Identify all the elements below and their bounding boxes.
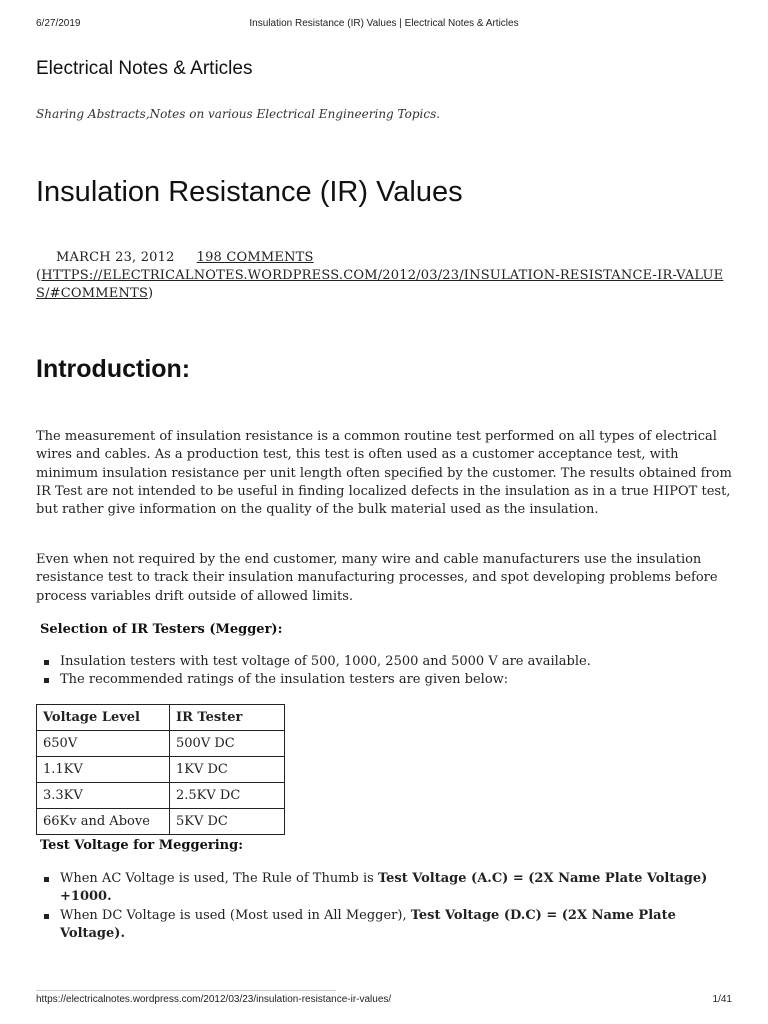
list-item [40,907,730,944]
intro-paragraph-2: Even when not required by the end customer, many wire and cable manufacturers use the insulation resistance test to track their insulation manufacturing processes, and spot developing problems before process variables drift outside of allowed limits. [36,552,718,604]
list-item-text: Insulation testers with test voltage of 500, 1000, 2500 and 5000 V are available. [60,654,591,669]
list-item-bold-formula: Test Voltage (A.C) = (2X Name Plate Voltage) +1000. [60,871,708,905]
table-row [37,809,285,835]
test-voltage-heading: Test Voltage for Meggering: [40,838,243,853]
post-title: Insulation Resistance (IR) Values [36,176,463,208]
list-item-text: When DC Voltage is used (Most used in All Megger), [60,907,411,923]
table-cell: 3.3KV [37,783,170,809]
post-meta [36,249,726,303]
list-item-text: The recommended ratings of the insulation testers are given below: [60,672,509,688]
comments-link[interactable]: 198 COMMENTS [196,250,314,265]
table-row [37,757,285,783]
selection-heading: Selection of IR Testers (Megger): [40,622,283,637]
table-cell: 1KV DC [170,757,285,783]
ir-tester-table [36,704,285,835]
print-url: https://electricalnotes.wordpress.com/2012/03/23/insulation-resistance-ir-values/ [36,994,392,1005]
print-page-title: Insulation Resistance (IR) Values | Electrical Notes & Articles [249,18,519,29]
table-cell: 2.5KV DC [170,783,285,809]
table-row [37,731,285,757]
selection-list [40,653,730,690]
comments-url-close: ) [148,286,154,301]
bullet-square-icon [44,914,49,919]
print-date: 6/27/2019 [36,18,81,29]
column-header-voltage-level: Voltage Level [37,705,170,731]
intro-heading: Introduction: [36,355,191,383]
table-header-row [37,705,285,731]
comments-url-link[interactable]: HTTPS://ELECTRICALNOTES.WORDPRESS.COM/2012/03/23/INSULATION-RESISTANCE-IR-VALUES/#COMMENTS [36,268,724,301]
list-item [40,870,730,907]
column-header-ir-tester: IR Tester [170,705,285,731]
intro-paragraph-1: The measurement of insulation resistance is a common routine test performed on all types of electrical wires and cables. As a production test, this test is often used as a customer acceptance test, with minimum insulation resistance per unit length often specified by the customer. The results obtained from IR Test are not intended to be useful in finding localized defects in the insulation as in a true HIPOT test, but rather give information on the quality of the bulk material used as the insulation. [36,429,732,518]
table-cell: 500V DC [170,731,285,757]
bullet-square-icon [44,660,49,665]
post-date: MARCH 23, 2012 [56,250,175,265]
list-item [40,671,730,689]
footer-divider [36,990,336,991]
list-item-text: When AC Voltage is used, The Rule of Thumb is [60,871,378,886]
table-cell: 650V [37,731,170,757]
list-item [40,653,730,671]
table-cell: 66Kv and Above [37,809,170,835]
comments-url-open: ( [36,268,42,283]
test-voltage-list [40,870,730,943]
table-cell: 5KV DC [170,809,285,835]
table-row [37,783,285,809]
bullet-square-icon [44,877,49,882]
site-description: Sharing Abstracts,Notes on various Electrical Engineering Topics. [36,107,441,121]
bullet-square-icon [44,678,49,683]
table-cell: 1.1KV [37,757,170,783]
site-title[interactable]: Electrical Notes & Articles [36,58,253,79]
print-page-number: 1/41 [712,994,732,1005]
list-item-bold-formula: Test Voltage (D.C) = (2X Name Plate Voltage). [60,907,676,941]
